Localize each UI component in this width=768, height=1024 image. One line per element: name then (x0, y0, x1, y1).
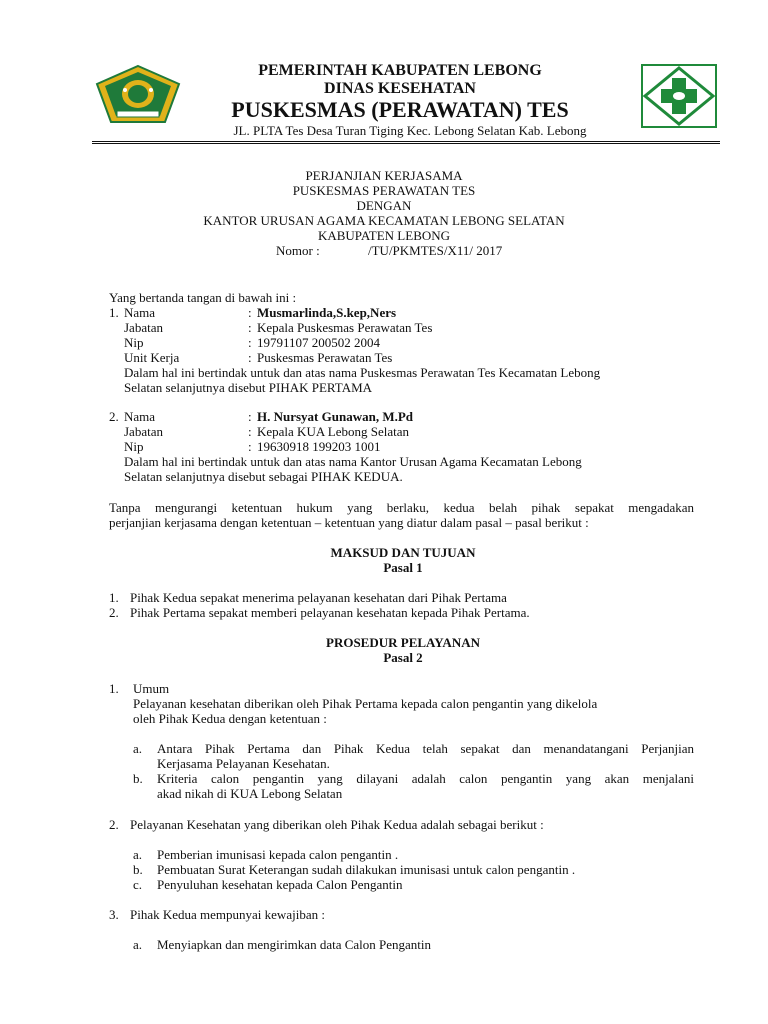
party1-description-line-1: Dalam hal ini bertindak untuk dan atas nama Puskesmas Perawatan Tes Kecamatan Lebong (124, 365, 601, 380)
point1-sub-a-letter: a. (133, 741, 143, 756)
section2-pasal: Pasal 2 (383, 650, 423, 665)
point1-line-2: oleh Pihak Kedua dengan ketentuan : (133, 711, 327, 726)
section1-pasal: Pasal 1 (383, 560, 423, 575)
party2-jabatan-colon: : (248, 424, 252, 439)
point2-block (0, 817, 768, 892)
point1-sub-a-line-1: Antara Pihak Pertama dan Pihak Kedua telah sepakat dan menandatangani Perjanjian (157, 741, 694, 756)
point3-number: 3. (109, 907, 119, 922)
doc-title-line-3: DENGAN (356, 198, 412, 213)
party2-nip-label: Nip (124, 439, 144, 454)
regency-crest-logo-icon (95, 64, 181, 124)
party2-number: 2. (109, 409, 119, 424)
point3-block (0, 907, 768, 957)
party2-jabatan-label: Jabatan (124, 424, 163, 439)
puskesmas-cross-logo-icon (641, 64, 717, 128)
point2-sub-a-text: Pemberian imunisasi kepada calon pengantin . (157, 847, 399, 862)
section1-item-2-text: Pihak Pertama sepakat memberi pelayanan kesehatan kepada Pihak Pertama. (130, 605, 530, 620)
point1-number: 1. (109, 681, 119, 696)
section1-heading: MAKSUD DAN TUJUAN (330, 545, 476, 560)
point1-title: Umum (133, 681, 170, 696)
doc-title-line-5: KABUPATEN LEBONG (317, 228, 451, 243)
party2-description-line-2: Selatan selanjutnya disebut sebagai PIHAK KEDUA. (124, 469, 403, 484)
nomor-label: Nomor : (276, 243, 320, 258)
party1-nama-colon: : (248, 305, 252, 320)
point1-block (0, 681, 768, 801)
point1-sub-b-line-1: Kriteria calon pengantin yang dilayani adalah calon pengantin yang akan menjalani (157, 771, 694, 786)
party2-jabatan-value: Kepala KUA Lebong Selatan (257, 424, 409, 439)
party2-nip-colon: : (248, 439, 252, 454)
section1-item-2-number: 2. (109, 605, 119, 620)
header-line-2: DINAS KESEHATAN (324, 80, 476, 97)
party1-jabatan-label: Jabatan (124, 320, 163, 335)
doc-title-line-1: PERJANJIAN KERJASAMA (305, 168, 463, 183)
party1-nama-label: Nama (124, 305, 156, 320)
preamble-line-2: perjanjian kerjasama dengan ketentuan – ketentuan yang diatur dalam pasal – pasal berikut : (109, 515, 589, 530)
point2-text: Pelayanan Kesehatan yang diberikan oleh Pihak Kedua adalah sebagai berikut : (130, 817, 544, 832)
point1-line-1: Pelayanan kesehatan diberikan oleh Pihak Pertama kepada calon pengantin yang dikelola (133, 696, 598, 711)
point3-sub-a-letter: a. (133, 937, 143, 952)
party1-unit-colon: : (248, 350, 252, 365)
party1-unit-value: Puskesmas Perawatan Tes (257, 350, 393, 365)
party2-nama-value: H. Nursyat Gunawan, M.Pd (257, 409, 414, 424)
letterhead-rule (92, 141, 720, 144)
preamble-line-1: Tanpa mengurangi ketentuan hukum yang berlaku, kedua belah pihak sepakat mengadakan (109, 500, 694, 515)
party2-block (0, 409, 768, 485)
point3-text: Pihak Kedua mempunyai kewajiban : (130, 907, 325, 922)
point1-sub-b-line-2: akad nikah di KUA Lebong Selatan (157, 786, 343, 801)
point1-sub-a-line-2: Kerjasama Pelayanan Kesehatan. (157, 756, 330, 771)
header-title: PUSKESMAS (PERAWATAN) TES (231, 97, 569, 122)
party2-nip-value: 19630918 199203 1001 (257, 439, 381, 454)
nomor-value: /TU/PKMTES/X11/ 2017 (368, 243, 503, 258)
section1-item-1-text: Pihak Kedua sepakat menerima pelayanan kesehatan dari Pihak Pertama (130, 590, 507, 605)
header-address: JL. PLTA Tes Desa Turan Tiging Kec. Lebong Selatan Kab. Lebong (233, 123, 587, 138)
party1-description-line-2: Selatan selanjutnya disebut PIHAK PERTAMA (124, 380, 373, 395)
section1-item-1-number: 1. (109, 590, 119, 605)
point1-sub-b-letter: b. (133, 771, 143, 786)
party1-nip-colon: : (248, 335, 252, 350)
party2-nama-colon: : (248, 409, 252, 424)
point3-sub-a-text: Menyiapkan dan mengirimkan data Calon Pengantin (157, 937, 432, 952)
party1-number: 1. (109, 305, 119, 320)
party2-nama-label: Nama (124, 409, 156, 424)
point2-sub-b-letter: b. (133, 862, 143, 877)
point2-sub-c-text: Penyuluhan kesehatan kepada Calon Pengantin (157, 877, 403, 892)
doc-title-line-4: KANTOR URUSAN AGAMA KECAMATAN LEBONG SELATAN (203, 213, 565, 228)
party2-description-line-1: Dalam hal ini bertindak untuk dan atas nama Kantor Urusan Agama Kecamatan Lebong (124, 454, 582, 469)
point2-sub-b-text: Pembuatan Surat Keterangan sudah dilakukan imunisasi untuk calon pengantin . (157, 862, 576, 877)
party1-nama-value: Musmarlinda,S.kep,Ners (257, 305, 397, 320)
section1-list-item (0, 590, 768, 605)
party1-jabatan-colon: : (248, 320, 252, 335)
point2-number: 2. (109, 817, 119, 832)
party1-nip-label: Nip (124, 335, 144, 350)
doc-title-line-2: PUSKESMAS PERAWATAN TES (292, 183, 476, 198)
party1-unit-label: Unit Kerja (124, 350, 180, 365)
point2-sub-c-letter: c. (133, 877, 143, 892)
party1-block (0, 305, 768, 395)
point2-sub-a-letter: a. (133, 847, 143, 862)
header-line-1: PEMERINTAH KABUPATEN LEBONG (258, 62, 542, 79)
party1-nip-value: 19791107 200502 2004 (257, 335, 381, 350)
party1-jabatan-value: Kepala Puskesmas Perawatan Tes (257, 320, 433, 335)
section2-heading: PROSEDUR PELAYANAN (326, 635, 480, 650)
section1-list-item (0, 605, 768, 620)
intro-text: Yang bertanda tangan di bawah ini : (109, 290, 297, 305)
